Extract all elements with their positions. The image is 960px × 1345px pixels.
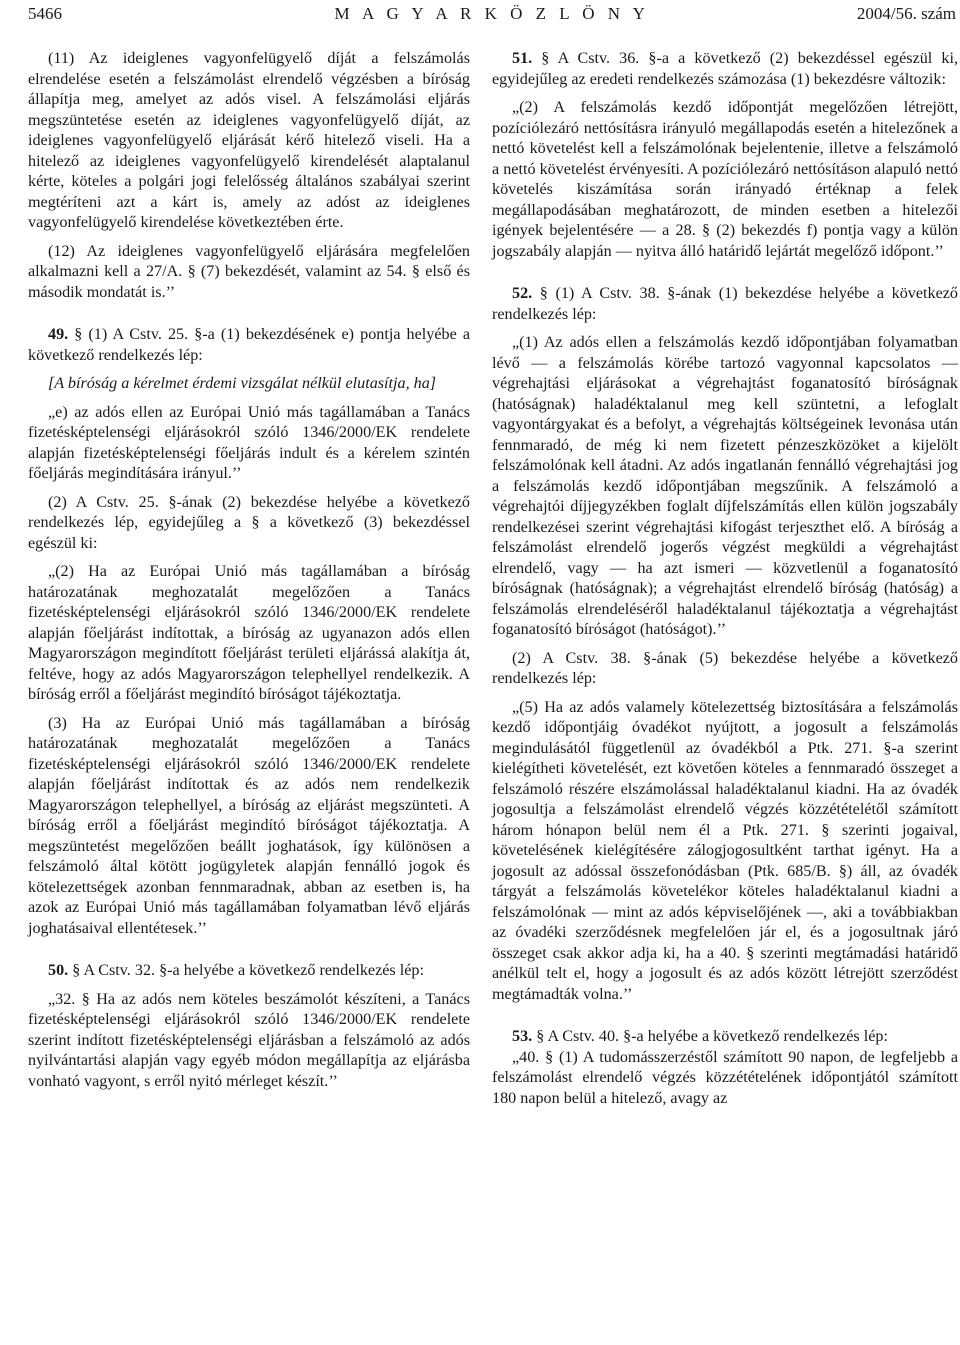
paragraph-s53-q	[492, 1048, 958, 1110]
section-number: 49.	[48, 326, 69, 343]
paragraph-text: § (1) A Cstv. 25. §-a (1) bekezdésének e) pontja helyébe a következő rendelkezés lép:	[28, 326, 470, 364]
paragraph-p12	[28, 242, 470, 304]
paragraph-text: „(5) Ha az adós valamely kötelezettség biztosítására a felszámolás kezdő időpontjáig óvadékot nyújtott, a jogosult a felszámolás megindulásától függetlenül az óvadékból a Ptk. 271. §-a szerint kielégítheti követelését, ezt követően köteles a fennmaradó összeget a felszámoló részére elszámolással haladéktalanul kiadni. Ha az óvadék jogosultja a felszámolást elrendelő végzés közzétételétől számított három hónapon belül nem él a Ptk. 271. § szerinti jogaival, követelésének kielégítésére zálogjogosultként tarthat igényt. Ha a jogosult az adóssal összefonódásban (Ptk. 685/B. §) áll, az óvadék tárgyát a felszámolás követelékor köteles haladéktalanul kiadni a felszámolónak — mint az adós képviselőjének —, aki a továbbiakban az óvadéki szerződésnek megfelelően jár el, és a jogosultnak járó összeget csak akkor adja ki, ha a 40. § szerinti megtámadási határidő anélkül telt el, hogy a jogosult és az adós között létrejött szerződést megtámadták volna.’’	[492, 698, 958, 1003]
paragraph-s53	[492, 1027, 958, 1048]
right-column	[492, 49, 958, 1109]
paragraph-s49-2	[28, 493, 470, 555]
paragraph-s50-q	[28, 990, 470, 1093]
paragraph-s52-2	[492, 649, 958, 690]
paragraph-s50	[28, 961, 470, 982]
paragraph-text: „32. § Ha az adós nem köteles beszámolót készíteni, a Tanács fizetésképtelenségi eljárásokról szóló 1346/2000/EK rendelete szerint indított fizetésképtelenségi eljárásban a felszámoló az adós nyilvántartási alapján vagy egyéb módon megállapítja az eljárásba vonható vagyont, s erről nyitó mérleget készít.’’	[28, 990, 470, 1090]
gazette-title: M A G Y A R K Ö Z L Ö N Y	[334, 4, 650, 23]
paragraph-text: § A Cstv. 32. §-a helyébe a következő rendelkezés lép:	[72, 962, 424, 979]
paragraph-text: § A Cstv. 40. §-a helyébe a következő rendelkezés lép:	[536, 1028, 888, 1045]
paragraph-s49-it	[28, 374, 470, 395]
paragraph-s49-e	[28, 403, 470, 485]
paragraph-text: § A Cstv. 36. §-a a következő (2) bekezdéssel egészül ki, egyidejűleg az eredeti rendelkezés számozása (1) bekezdésre változik:	[492, 50, 958, 88]
paragraph-text: „e) az adós ellen az Európai Unió más tagállamában a Tanács fizetésképtelenségi eljárásokról szóló 1346/2000/EK rendelete alapján fizetésképtelenségi főeljárás indult és a kérelem szintén főeljárás megindítására irányul.’’	[28, 403, 470, 482]
paragraph-text: [A bíróság a kérelmet érdemi vizsgálat nélkül elutasítja, ha]	[48, 375, 437, 392]
page-number: 5466	[28, 4, 62, 23]
page-header	[28, 4, 956, 28]
paragraph-text: „(2) A felszámolás kezdő időpontját megelőzően létrejött, pozíciólezáró nettósításra irányuló megállapodás esetén a hitelezőnek a nettó követelést kell a felszámolónak bejelentenie, illetve a felszámoló a nettó követelést érvényesíti. A pozíciólezáró nettósításon alapuló nettó követelés kiszámítása során irányadó értéknap a felek megállapodásában meghatározott, de minden esetben a hitelezői igények bejelentésére — a 28. § (2) bekezdés f) pontja vagy a külön jogszabály alapján — nyitva álló határidő lejártát megelőző időpont.’’	[492, 99, 958, 260]
paragraph-s51	[492, 49, 958, 90]
paragraph-text: § (1) A Cstv. 38. §-ának (1) bekezdése helyébe a következő rendelkezés lép:	[492, 285, 958, 323]
section-number: 50.	[48, 962, 69, 979]
paragraph-text: (11) Az ideiglenes vagyonfelügyelő díját a felszámolás elrendelése esetén a felszámolást elrendelő végzésben a bíróság állapítja meg, amelyet az adós visel. A felszámolási eljárás megszüntetése esetén az ideiglenes vagyonfelügyelő díját, az ideiglenes vagyonfelügyelő eljárását kérő hitelező viseli. Ha a hitelező az ideiglenes vagyonfelügyelő kirendelését alaptalanul kérte, köteles a polgári jogi felelősség általános szabályai szerint megtéríteni azt a kárt is, amely az adóst az ideiglenes vagyonfelügyelő kirendelése következtében érte.	[28, 50, 470, 231]
paragraph-text: (12) Az ideiglenes vagyonfelügyelő eljárására megfelelően alkalmazni kell a 27/A. § (7) bekezdését, valamint az 54. § első és második mondatát is.’’	[28, 242, 470, 301]
paragraph-s49	[28, 325, 470, 366]
paragraph-text: (2) A Cstv. 38. §-ának (5) bekezdése helyébe a következő rendelkezés lép:	[492, 649, 958, 687]
left-column	[28, 49, 470, 1092]
paragraph-text: (3) Ha az Európai Unió más tagállamában a bíróság határozatának meghozatalát megelőzően a Tanács fizetésképtelenségi eljárásokról szóló 1346/2000/EK rendelete alapján főeljárást indítottak és az adós nem rendelkezik Magyarországon telephellyel, a bíróság az eljárást megszünteti. A bíróság erről a főeljárást megindító bíróságot tájékoztatja. A megszüntetést megelőzően beállt joghatások, így különösen a felszámoló által kötött jogügyletek alapján fennálló jogok és kötelezettségek azonban fennmaradnak, abban az esetben is, ha azok az Európai Unió más tagállamában folyamatban lévő eljárás joghatásaival ellentétesek.’’	[28, 714, 470, 937]
section-number: 51.	[512, 50, 533, 67]
section-number: 52.	[512, 285, 533, 302]
paragraph-text: „(1) Az adós ellen a felszámolás kezdő időpontjában folyamatban lévő — a felszámolás körébe tartozó vagyonnal kapcsolatos — végrehajtási eljárásokat a végrehajtást foganatosító bíróságnak (hatóságnak) haladéktalanul meg kell szüntetni, a lefoglalt vagyontárgyakat és a befolyt, a végrehajtás költségeinek levonása után fennmaradó, de még ki nem fizetett pénzeszközöket a kijelölt felszámolónak kell átadni. Az adós ingatlanán fennálló végrehajtási jog a felszámolás kezdő időpontjában megszűnik. A felszámoló a végrehajtói díjjegyzékben foglalt díjfelszámítás ellen külön jogszabály rendelkezései szerint végrehajtási kifogást terjeszthet elő. A bíróság a felszámolást elrendelő jogerős végzést megküldi a végrehajtást elrendelő, vagy — ha azt ismeri — közvetlenül a foganatosító bíróságnak (hatóságnak); a végrehajtást elrendelő bíróság (hatóság) a felszámolás elrendeléséről haladéktalanul tájékoztatja a végrehajtást foganatosító bíróságot (hatóságot).’’	[492, 334, 958, 638]
issue-number: 2004/56. szám	[856, 4, 956, 23]
paragraph-s52-q5	[492, 698, 958, 1006]
paragraph-p11	[28, 49, 470, 234]
paragraph-s51-q	[492, 98, 958, 262]
paragraph-s49-q3	[28, 714, 470, 940]
paragraph-text: „(2) Ha az Európai Unió más tagállamában a bíróság határozatának meghozatalát megelőzően a Tanács fizetésképtelenségi eljárásokról szóló 1346/2000/EK rendelete alapján főeljárást indítottak, a bíróság az ugyanazon adós ellen Magyarországon megindított főeljárást területi eljárássá alakítja át, feltéve, hogy az adós Magyarországon telephellyel rendelkezik. A bíróság erről a főeljárást megindító bíróságot tájékoztatja.	[28, 563, 470, 703]
paragraph-s52-q1	[492, 333, 958, 641]
section-number: 53.	[512, 1028, 533, 1045]
paragraph-s52	[492, 284, 958, 325]
paragraph-s49-q2	[28, 562, 470, 706]
paragraph-text: „40. § (1) A tudomásszerzéstől számított 90 napon, de legfeljebb a felszámolást elrendelő végzés közzétételének időpontjától számított 180 napon belül a hitelező, avagy az	[492, 1048, 958, 1107]
paragraph-text: (2) A Cstv. 25. §-ának (2) bekezdése helyébe a következő rendelkezés lép, egyidejűleg a § a következő (3) bekezdéssel egészül ki:	[28, 493, 470, 552]
